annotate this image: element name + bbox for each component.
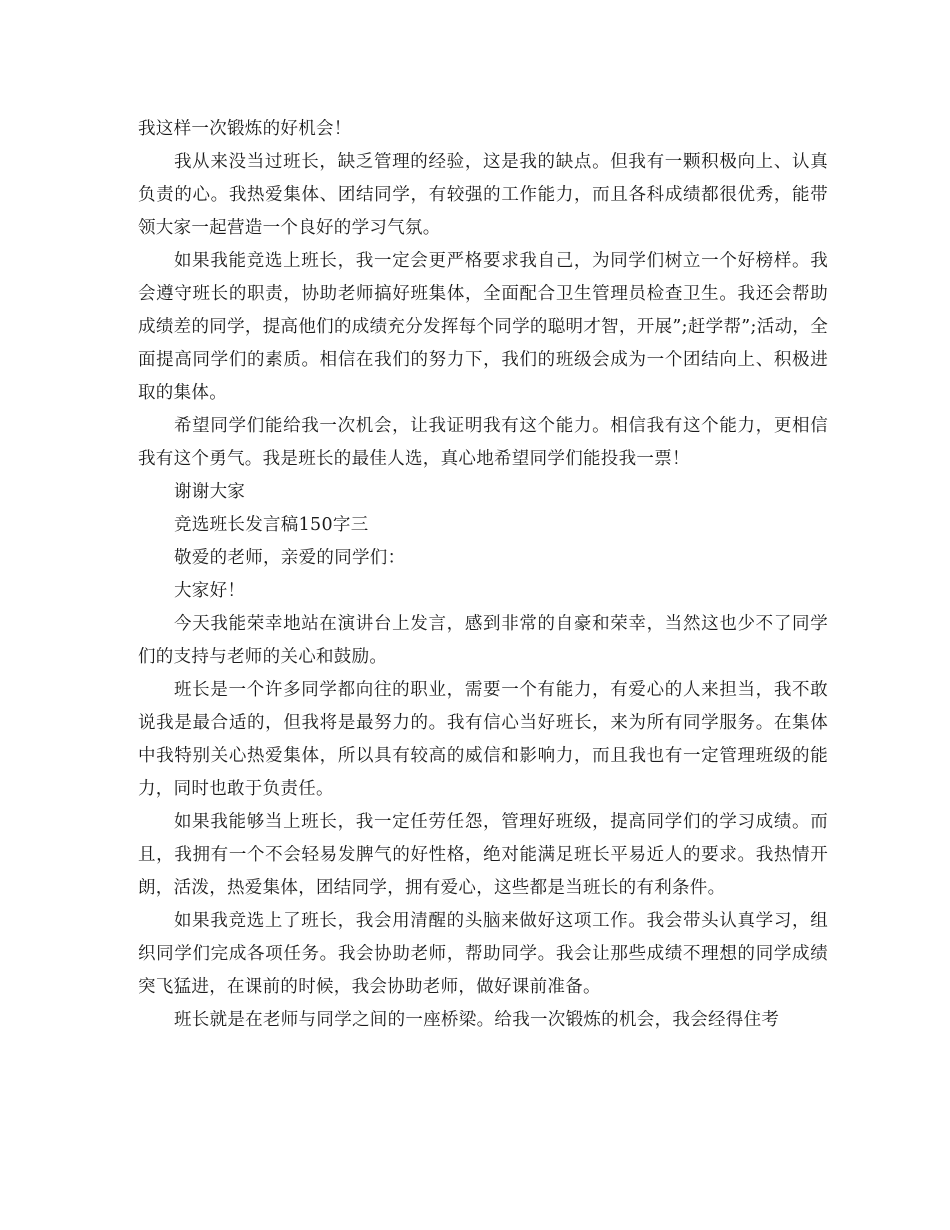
paragraph-8: 今天我能荣幸地站在演讲台上发言，感到非常的自豪和荣幸，当然这也少不了同学们的支持与老师的关心和鼓励。: [138, 614, 828, 667]
paragraph-0: 我这样一次锻炼的好机会！: [138, 119, 352, 139]
greeting: 大家好！: [174, 581, 246, 601]
section-heading: 竞选班长发言稿150字三: [174, 515, 369, 535]
document-body: [138, 113, 828, 1037]
paragraph-3: 希望同学们能给我一次机会，让我证明我有这个能力。相信我有这个能力，更相信我有这个勇气。我是班长的最佳人选，真心地希望同学们能投我一票！: [138, 416, 828, 469]
salutation: 敬爱的老师，亲爱的同学们：: [174, 548, 406, 568]
paragraph-11: 如果我竞选上了班长，我会用清醒的头脑来做好这项工作。我会带头认真学习，组织同学们完成各项任务。我会协助老师，帮助同学。我会让那些成绩不理想的同学成绩突飞猛进，在课前的时候，我会协助老师，做好课前准备。: [138, 911, 828, 997]
paragraph-2: 如果我能竞选上班长，我一定会更严格要求我自己，为同学们树立一个好榜样。我会遵守班长的职责，协助老师搞好班集体，全面配合卫生管理员检查卫生。我还会帮助成绩差的同学，提高他们的成绩充分发挥每个同学的聪明才智，开展”;赶学帮”;活动，全面提高同学们的素质。相信在我们的努力下，我们的班级会成为一个团结向上、积极进取的集体。: [138, 251, 828, 403]
paragraph-10: 如果我能够当上班长，我一定任劳任怨，管理好班级，提高同学们的学习成绩。而且，我拥有一个不会轻易发脾气的好性格，绝对能满足班长平易近人的要求。我热情开朗，活泼，热爱集体，团结同学，拥有爱心，这些都是当班长的有利条件。: [138, 812, 828, 898]
paragraph-1: 我从来没当过班长，缺乏管理的经验，这是我的缺点。但我有一颗积极向上、认真负责的心。我热爱集体、团结同学，有较强的工作能力，而且各科成绩都很优秀，能带领大家一起营造一个良好的学习气氛。: [138, 152, 828, 238]
paragraph-4: 谢谢大家: [174, 482, 246, 502]
paragraph-9: 班长是一个许多同学都向往的职业，需要一个有能力，有爱心的人来担当，我不敢说我是最合适的，但我将是最努力的。我有信心当好班长，来为所有同学服务。在集体中我特别关心热爱集体，所以具有较高的威信和影响力，而且我也有一定管理班级的能力，同时也敢于负责任。: [138, 680, 828, 799]
paragraph-12: 班长就是在老师与同学之间的一座桥梁。给我一次锻炼的机会，我会经得住考: [174, 1010, 780, 1030]
